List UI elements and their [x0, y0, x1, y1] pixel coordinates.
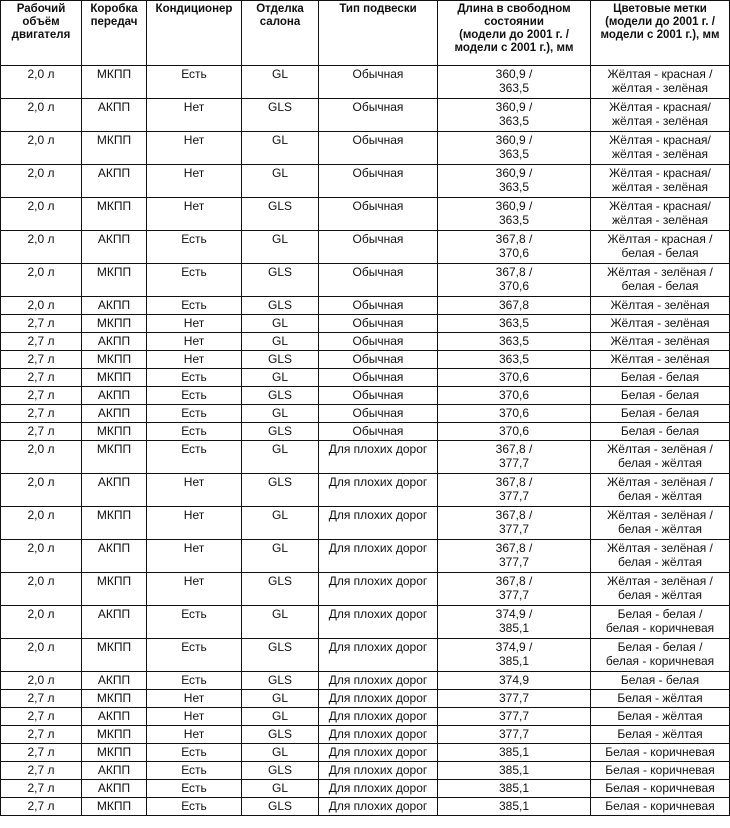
engine-volume-cell: 2,0 л — [1, 165, 82, 198]
air-conditioner-cell: Нет — [147, 351, 242, 369]
gearbox-cell: МКПП — [82, 351, 147, 369]
free-length-cell: 367,8 / 377,7 — [438, 507, 591, 540]
gearbox-cell: МКПП — [82, 744, 147, 762]
suspension-type-cell: Обычная — [319, 165, 438, 198]
engine-volume-cell: 2,7 л — [1, 780, 82, 798]
gearbox-cell: АКПП — [82, 672, 147, 690]
free-length-cell: 377,7 — [438, 708, 591, 726]
table-row — [1, 297, 730, 315]
free-length-cell: 367,8 / 377,7 — [438, 540, 591, 573]
trim-cell: GL — [242, 441, 319, 474]
engine-volume-cell: 2,0 л — [1, 672, 82, 690]
suspension-type-cell: Для плохих дорог — [319, 672, 438, 690]
trim-cell: GLS — [242, 264, 319, 297]
engine-volume-cell: 2,0 л — [1, 66, 82, 99]
suspension-type-cell: Для плохих дорог — [319, 762, 438, 780]
engine-volume-cell: 2,0 л — [1, 132, 82, 165]
gearbox-cell: АКПП — [82, 387, 147, 405]
trim-cell: GL — [242, 165, 319, 198]
air-conditioner-cell: Нет — [147, 165, 242, 198]
trim-cell: GLS — [242, 99, 319, 132]
suspension-type-cell: Для плохих дорог — [319, 744, 438, 762]
air-conditioner-cell: Есть — [147, 762, 242, 780]
gearbox-cell: МКПП — [82, 573, 147, 606]
engine-volume-cell: 2,7 л — [1, 315, 82, 333]
trim-cell: GL — [242, 507, 319, 540]
color-marks-cell: Жёлтая - зелёная / белая - белая — [591, 264, 730, 297]
gearbox-cell: МКПП — [82, 690, 147, 708]
suspension-type-cell: Обычная — [319, 351, 438, 369]
free-length-cell: 377,7 — [438, 690, 591, 708]
air-conditioner-cell: Нет — [147, 198, 242, 231]
color-marks-cell: Жёлтая - зелёная / белая - жёлтая — [591, 474, 730, 507]
air-conditioner-cell: Есть — [147, 672, 242, 690]
table-body — [1, 66, 730, 816]
air-conditioner-cell: Нет — [147, 540, 242, 573]
engine-volume-cell: 2,0 л — [1, 474, 82, 507]
color-marks-cell: Белая - белая — [591, 423, 730, 441]
engine-volume-cell: 2,0 л — [1, 99, 82, 132]
engine-volume-cell: 2,7 л — [1, 726, 82, 744]
table-row — [1, 672, 730, 690]
suspension-type-cell: Для плохих дорог — [319, 474, 438, 507]
free-length-cell: 385,1 — [438, 744, 591, 762]
air-conditioner-cell: Есть — [147, 297, 242, 315]
gearbox-cell: АКПП — [82, 762, 147, 780]
table-row — [1, 474, 730, 507]
table-row — [1, 351, 730, 369]
color-marks-cell: Белая - коричневая — [591, 744, 730, 762]
suspension-type-cell: Для плохих дорог — [319, 540, 438, 573]
color-marks-cell: Жёлтая - зелёная / белая - жёлтая — [591, 540, 730, 573]
color-marks-cell: Белая - коричневая — [591, 780, 730, 798]
suspension-type-cell: Обычная — [319, 66, 438, 99]
free-length-cell: 363,5 — [438, 315, 591, 333]
color-marks-cell: Белая - коричневая — [591, 762, 730, 780]
air-conditioner-cell: Есть — [147, 405, 242, 423]
suspension-type-cell: Для плохих дорог — [319, 798, 438, 816]
air-conditioner-cell: Есть — [147, 606, 242, 639]
free-length-cell: 370,6 — [438, 423, 591, 441]
suspension-type-cell: Для плохих дорог — [319, 780, 438, 798]
trim-cell: GLS — [242, 762, 319, 780]
color-marks-cell: Жёлтая - зелёная — [591, 351, 730, 369]
table-row — [1, 606, 730, 639]
color-marks-cell: Жёлтая - зелёная — [591, 315, 730, 333]
gearbox-cell: АКПП — [82, 405, 147, 423]
gearbox-cell: МКПП — [82, 441, 147, 474]
gearbox-cell: МКПП — [82, 798, 147, 816]
air-conditioner-cell: Нет — [147, 333, 242, 351]
color-marks-cell: Жёлтая - красная/ жёлтая - зелёная — [591, 99, 730, 132]
free-length-cell: 374,9 — [438, 672, 591, 690]
table-row — [1, 231, 730, 264]
table-row — [1, 132, 730, 165]
trim-cell: GL — [242, 540, 319, 573]
engine-volume-cell: 2,0 л — [1, 573, 82, 606]
table-row — [1, 798, 730, 816]
air-conditioner-cell: Есть — [147, 231, 242, 264]
trim-cell: GL — [242, 606, 319, 639]
gearbox-cell: АКПП — [82, 780, 147, 798]
table-row — [1, 66, 730, 99]
table-row — [1, 690, 730, 708]
trim-cell: GL — [242, 315, 319, 333]
free-length-cell: 367,8 — [438, 297, 591, 315]
suspension-type-cell: Обычная — [319, 198, 438, 231]
suspension-type-cell: Для плохих дорог — [319, 639, 438, 672]
air-conditioner-cell: Есть — [147, 744, 242, 762]
engine-volume-cell: 2,0 л — [1, 540, 82, 573]
suspension-type-cell: Для плохих дорог — [319, 573, 438, 606]
trim-cell: GLS — [242, 198, 319, 231]
free-length-cell: 367,8 / 370,6 — [438, 264, 591, 297]
suspension-type-cell: Обычная — [319, 315, 438, 333]
engine-volume-cell: 2,7 л — [1, 744, 82, 762]
suspension-type-cell: Обычная — [319, 387, 438, 405]
suspension-type-cell: Для плохих дорог — [319, 441, 438, 474]
free-length-cell: 370,6 — [438, 405, 591, 423]
color-marks-cell: Жёлтая - зелёная / белая - жёлтая — [591, 573, 730, 606]
table-row — [1, 315, 730, 333]
color-marks-cell: Жёлтая - зелёная — [591, 333, 730, 351]
free-length-cell: 360,9 / 363,5 — [438, 99, 591, 132]
table-row — [1, 165, 730, 198]
trim-cell: GL — [242, 369, 319, 387]
engine-volume-cell: 2,7 л — [1, 690, 82, 708]
color-marks-cell: Жёлтая - красная/ жёлтая - зелёная — [591, 165, 730, 198]
free-length-cell: 363,5 — [438, 351, 591, 369]
engine-volume-cell: 2,0 л — [1, 264, 82, 297]
engine-volume-cell: 2,7 л — [1, 351, 82, 369]
gearbox-cell: АКПП — [82, 540, 147, 573]
air-conditioner-cell: Есть — [147, 387, 242, 405]
air-conditioner-cell: Нет — [147, 507, 242, 540]
gearbox-cell: МКПП — [82, 264, 147, 297]
table-row — [1, 780, 730, 798]
free-length-cell: 367,8 / 377,7 — [438, 441, 591, 474]
free-length-cell: 367,8 / 377,7 — [438, 573, 591, 606]
gearbox-cell: МКПП — [82, 726, 147, 744]
air-conditioner-cell: Нет — [147, 132, 242, 165]
header-gearbox: Коробка передач — [82, 1, 147, 66]
header-row — [1, 1, 730, 66]
gearbox-cell: АКПП — [82, 606, 147, 639]
table-header — [1, 1, 730, 66]
suspension-type-cell: Обычная — [319, 297, 438, 315]
free-length-cell: 370,6 — [438, 369, 591, 387]
engine-volume-cell: 2,0 л — [1, 639, 82, 672]
engine-volume-cell: 2,7 л — [1, 708, 82, 726]
color-marks-cell: Жёлтая - красная/ жёлтая - зелёная — [591, 132, 730, 165]
engine-volume-cell: 2,0 л — [1, 507, 82, 540]
header-air-conditioner: Кондиционер — [147, 1, 242, 66]
engine-volume-cell: 2,0 л — [1, 231, 82, 264]
free-length-cell: 370,6 — [438, 387, 591, 405]
table-row — [1, 99, 730, 132]
gearbox-cell: МКПП — [82, 66, 147, 99]
suspension-type-cell: Обычная — [319, 423, 438, 441]
air-conditioner-cell: Есть — [147, 369, 242, 387]
table-row — [1, 744, 730, 762]
trim-cell: GL — [242, 780, 319, 798]
color-marks-cell: Белая - жёлтая — [591, 708, 730, 726]
trim-cell: GLS — [242, 798, 319, 816]
free-length-cell: 385,1 — [438, 762, 591, 780]
color-marks-cell: Белая - белая — [591, 387, 730, 405]
suspension-type-cell: Обычная — [319, 333, 438, 351]
suspension-type-cell: Обычная — [319, 369, 438, 387]
trim-cell: GLS — [242, 726, 319, 744]
color-marks-cell: Жёлтая - зелёная — [591, 297, 730, 315]
header-suspension-type: Тип подвески — [319, 1, 438, 66]
air-conditioner-cell: Нет — [147, 726, 242, 744]
color-marks-cell: Жёлтая - красная/ жёлтая - зелёная — [591, 198, 730, 231]
color-marks-cell: Белая - белая — [591, 405, 730, 423]
table-row — [1, 369, 730, 387]
free-length-cell: 374,9 / 385,1 — [438, 639, 591, 672]
table-row — [1, 405, 730, 423]
suspension-type-cell: Для плохих дорог — [319, 507, 438, 540]
air-conditioner-cell: Нет — [147, 708, 242, 726]
table-row — [1, 333, 730, 351]
trim-cell: GLS — [242, 423, 319, 441]
trim-cell: GL — [242, 231, 319, 264]
table-row — [1, 198, 730, 231]
suspension-type-cell: Обычная — [319, 231, 438, 264]
air-conditioner-cell: Есть — [147, 264, 242, 297]
gearbox-cell: АКПП — [82, 474, 147, 507]
suspension-type-cell: Для плохих дорог — [319, 708, 438, 726]
table-row — [1, 726, 730, 744]
color-marks-cell: Белая - жёлтая — [591, 726, 730, 744]
color-marks-cell: Белая - коричневая — [591, 798, 730, 816]
trim-cell: GL — [242, 690, 319, 708]
table-row — [1, 573, 730, 606]
trim-cell: GL — [242, 333, 319, 351]
free-length-cell: 374,9 / 385,1 — [438, 606, 591, 639]
color-marks-cell: Белая - белая — [591, 672, 730, 690]
trim-cell: GLS — [242, 387, 319, 405]
gearbox-cell: МКПП — [82, 507, 147, 540]
table-row — [1, 540, 730, 573]
gearbox-cell: МКПП — [82, 132, 147, 165]
free-length-cell: 363,5 — [438, 333, 591, 351]
gearbox-cell: АКПП — [82, 333, 147, 351]
engine-volume-cell: 2,0 л — [1, 198, 82, 231]
header-color-marks: Цветовые метки (модели до 2001 г. / модели с 2001 г.), мм — [591, 1, 730, 66]
table-row — [1, 441, 730, 474]
gearbox-cell: МКПП — [82, 198, 147, 231]
table-row — [1, 639, 730, 672]
header-free-length: Длина в свободном состоянии (модели до 2001 г. / модели с 2001 г.), мм — [438, 1, 591, 66]
engine-volume-cell: 2,7 л — [1, 333, 82, 351]
table-row — [1, 507, 730, 540]
suspension-type-cell: Обычная — [319, 132, 438, 165]
free-length-cell: 360,9 / 363,5 — [438, 66, 591, 99]
suspension-type-cell: Для плохих дорог — [319, 726, 438, 744]
gearbox-cell: АКПП — [82, 231, 147, 264]
color-marks-cell: Белая - белая / белая - коричневая — [591, 606, 730, 639]
air-conditioner-cell: Есть — [147, 639, 242, 672]
trim-cell: GL — [242, 66, 319, 99]
suspension-type-cell: Обычная — [319, 405, 438, 423]
color-marks-cell: Белая - белая / белая - коричневая — [591, 639, 730, 672]
air-conditioner-cell: Есть — [147, 798, 242, 816]
trim-cell: GL — [242, 708, 319, 726]
free-length-cell: 360,9 / 363,5 — [438, 132, 591, 165]
trim-cell: GLS — [242, 573, 319, 606]
air-conditioner-cell: Нет — [147, 315, 242, 333]
engine-volume-cell: 2,7 л — [1, 369, 82, 387]
color-marks-cell: Жёлтая - красная / белая - белая — [591, 231, 730, 264]
free-length-cell: 385,1 — [438, 798, 591, 816]
color-marks-cell: Белая - жёлтая — [591, 690, 730, 708]
gearbox-cell: МКПП — [82, 639, 147, 672]
color-marks-cell: Жёлтая - красная / жёлтая - зелёная — [591, 66, 730, 99]
air-conditioner-cell: Есть — [147, 441, 242, 474]
gearbox-cell: АКПП — [82, 165, 147, 198]
engine-volume-cell: 2,7 л — [1, 762, 82, 780]
gearbox-cell: АКПП — [82, 708, 147, 726]
table-row — [1, 264, 730, 297]
free-length-cell: 360,9 / 363,5 — [438, 198, 591, 231]
free-length-cell: 367,8 / 377,7 — [438, 474, 591, 507]
color-marks-cell: Белая - белая — [591, 369, 730, 387]
air-conditioner-cell: Нет — [147, 99, 242, 132]
engine-volume-cell: 2,7 л — [1, 387, 82, 405]
air-conditioner-cell: Нет — [147, 474, 242, 507]
engine-volume-cell: 2,0 л — [1, 606, 82, 639]
trim-cell: GL — [242, 405, 319, 423]
air-conditioner-cell: Нет — [147, 573, 242, 606]
trim-cell: GLS — [242, 639, 319, 672]
suspension-type-cell: Обычная — [319, 99, 438, 132]
suspension-type-cell: Для плохих дорог — [319, 690, 438, 708]
air-conditioner-cell: Есть — [147, 66, 242, 99]
engine-volume-cell: 2,7 л — [1, 798, 82, 816]
gearbox-cell: АКПП — [82, 99, 147, 132]
color-marks-cell: Жёлтая - зелёная / белая - жёлтая — [591, 507, 730, 540]
gearbox-cell: АКПП — [82, 297, 147, 315]
engine-volume-cell: 2,7 л — [1, 405, 82, 423]
header-trim: Отделка салона — [242, 1, 319, 66]
gearbox-cell: МКПП — [82, 315, 147, 333]
table-row — [1, 708, 730, 726]
suspension-type-cell: Обычная — [319, 264, 438, 297]
engine-volume-cell: 2,0 л — [1, 297, 82, 315]
suspension-type-cell: Для плохих дорог — [319, 606, 438, 639]
table-row — [1, 762, 730, 780]
trim-cell: GLS — [242, 672, 319, 690]
gearbox-cell: МКПП — [82, 423, 147, 441]
header-engine-volume: Рабочий объём двигателя — [1, 1, 82, 66]
free-length-cell: 377,7 — [438, 726, 591, 744]
trim-cell: GL — [242, 132, 319, 165]
free-length-cell: 367,8 / 370,6 — [438, 231, 591, 264]
engine-volume-cell: 2,0 л — [1, 441, 82, 474]
air-conditioner-cell: Есть — [147, 423, 242, 441]
table-row — [1, 423, 730, 441]
gearbox-cell: МКПП — [82, 369, 147, 387]
trim-cell: GLS — [242, 474, 319, 507]
color-marks-cell: Жёлтая - зелёная / белая - жёлтая — [591, 441, 730, 474]
air-conditioner-cell: Есть — [147, 780, 242, 798]
trim-cell: GL — [242, 744, 319, 762]
free-length-cell: 360,9 / 363,5 — [438, 165, 591, 198]
table-row — [1, 387, 730, 405]
free-length-cell: 385,1 — [438, 780, 591, 798]
trim-cell: GLS — [242, 297, 319, 315]
trim-cell: GLS — [242, 351, 319, 369]
engine-volume-cell: 2,7 л — [1, 423, 82, 441]
air-conditioner-cell: Нет — [147, 690, 242, 708]
